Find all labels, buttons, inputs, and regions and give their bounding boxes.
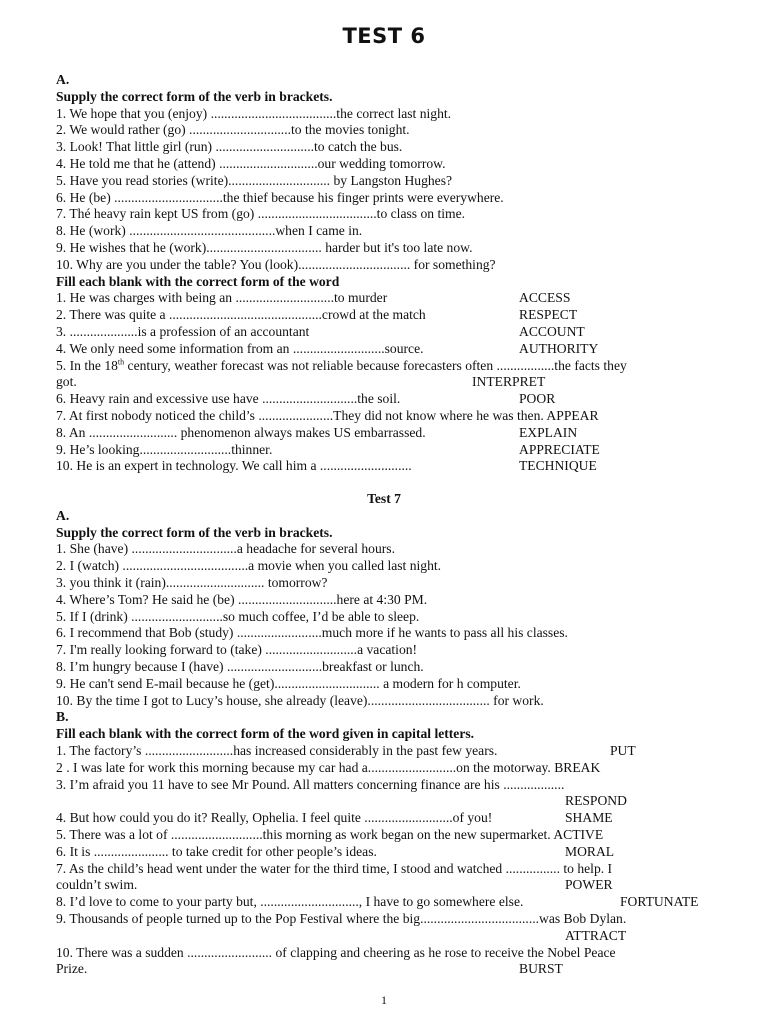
list-item bbox=[56, 425, 726, 442]
test7-section bbox=[56, 491, 726, 978]
list-item bbox=[56, 358, 726, 375]
item-text: Prize. bbox=[56, 961, 88, 977]
list-item: 9. Thousands of people turned up to the Pop Festival where the big...................................was Bob Dylan. bbox=[56, 910, 627, 926]
list-item bbox=[56, 391, 726, 408]
list-item-continued bbox=[56, 374, 726, 391]
test6-word-instruction: Fill each blank with the correct form of the word bbox=[56, 273, 340, 289]
list-item: 8. I’m hungry because I (have) ............................breakfast or lunch. bbox=[56, 658, 424, 674]
item-word: APPRECIATE bbox=[519, 441, 600, 457]
list-item: 8. He (work) ...........................................when I came in. bbox=[56, 223, 363, 239]
test7-section-b-heading: B. bbox=[56, 709, 69, 725]
list-item: 7. At first nobody noticed the child’s ......................They did not know where he was then. APPEAR bbox=[56, 407, 599, 423]
list-item bbox=[56, 810, 726, 827]
list-item: 10. Why are you under the table? You (look)................................. for something? bbox=[56, 256, 496, 272]
item-text: 8. An .......................... phenomenon always makes US embarrassed. bbox=[56, 424, 426, 440]
item-text: 1. He was charges with being an .............................to murder bbox=[56, 290, 388, 306]
item-word: INTERPRET bbox=[472, 374, 546, 390]
list-item bbox=[56, 290, 726, 307]
list-item: 7. Thé heavy rain kept US from (go) ...................................to class on time. bbox=[56, 206, 466, 222]
test7-section-b-instruction: Fill each blank with the correct form of the word given in capital letters. bbox=[56, 726, 475, 742]
item-word: RESPOND bbox=[565, 793, 627, 809]
list-item: 4. He told me that he (attend) .............................our wedding tomorrow. bbox=[56, 155, 446, 171]
item-word: POWER bbox=[565, 877, 613, 893]
item-word: POOR bbox=[519, 391, 556, 407]
page-number: 1 bbox=[381, 993, 387, 1007]
list-item: 10. By the time I got to Lucy’s house, she already (leave).................................... for work. bbox=[56, 692, 544, 708]
list-item bbox=[56, 894, 726, 911]
list-item: 3. I’m afraid you 11 have to see Mr Pound. All matters concerning finance are his .................. bbox=[56, 776, 565, 792]
item-text: 10. He is an expert in technology. We call him a ........................... bbox=[56, 458, 412, 474]
test6-section-a-heading: A. bbox=[56, 72, 70, 87]
test6-title: TEST 6 bbox=[342, 24, 426, 48]
list-item: 7. I'm really looking forward to (take) ...........................a vacation! bbox=[56, 642, 418, 658]
test7-title: Test 7 bbox=[367, 491, 401, 506]
list-item: 5. There was a lot of ...........................this morning as work began on the new supermarket. ACTIVE bbox=[56, 826, 604, 842]
test7-section-a-instruction: Supply the correct form of the verb in brackets. bbox=[56, 524, 333, 540]
list-item: 9. He wishes that he (work).................................. harder but it's too late now. bbox=[56, 239, 473, 255]
list-item: 3. you think it (rain)............................. tomorrow? bbox=[56, 574, 328, 590]
item-word: BURST bbox=[519, 961, 563, 977]
list-item: 7. As the child’s head went under the water for the third time, I stood and watched ................ to help. I bbox=[56, 860, 613, 876]
list-item: 9. He can't send E-mail because he (get)............................... a modern for h computer. bbox=[56, 675, 521, 691]
item-word: FORTUNATE bbox=[620, 894, 699, 910]
list-item bbox=[56, 844, 726, 861]
item-word: AUTHORITY bbox=[519, 340, 599, 356]
item-text: 4. We only need some information from an ...........................source. bbox=[56, 340, 424, 356]
item-text: 1. The factory’s ..........................has increased considerably in the past few years. bbox=[56, 742, 498, 758]
list-item: 2. I (watch) .....................................a movie when you called last night. bbox=[56, 558, 442, 574]
list-item bbox=[56, 458, 726, 475]
list-item: 5. Have you read stories (write).............................. by Langston Hughes? bbox=[56, 172, 453, 188]
test6-section bbox=[56, 72, 726, 475]
item-text: 3. ....................is a profession of an accountant bbox=[56, 323, 310, 339]
list-item bbox=[56, 442, 726, 459]
item-word: MORAL bbox=[565, 843, 615, 859]
item-word: EXPLAIN bbox=[519, 424, 578, 440]
list-item-continued bbox=[56, 928, 726, 945]
list-item: 6. I recommend that Bob (study) .........................much more if he wants to pass all his classes. bbox=[56, 625, 568, 641]
list-item: 2. We would rather (go) ..............................to the movies tonight. bbox=[56, 122, 410, 138]
item5-cont: got. bbox=[56, 374, 77, 390]
item-text: 6. Heavy rain and excessive use have ............................the soil. bbox=[56, 391, 401, 407]
list-item: 1. She (have) ...............................a headache for several hours. bbox=[56, 541, 395, 557]
list-item-continued bbox=[56, 961, 726, 978]
item-text: 9. He’s looking...........................thinner. bbox=[56, 441, 273, 457]
list-item bbox=[56, 324, 726, 341]
item-text: 4. But how could you do it? Really, Ophelia. I feel quite ..........................of you! bbox=[56, 810, 493, 826]
item-word: ACCESS bbox=[519, 290, 571, 306]
list-item-continued bbox=[56, 793, 726, 810]
list-item: 1. We hope that you (enjoy) .....................................the correct last night. bbox=[56, 105, 452, 121]
test6-section-a-instruction: Supply the correct form of the verb in brackets. bbox=[56, 88, 333, 104]
list-item bbox=[56, 307, 726, 324]
item5-sup: th bbox=[117, 357, 125, 367]
item-word: SHAME bbox=[565, 810, 613, 826]
list-item-continued bbox=[56, 877, 726, 894]
item5-pre: 5. In the 18 bbox=[56, 357, 118, 373]
list-item: 6. He (be) ................................the thief because his finger prints were everywhere. bbox=[56, 189, 504, 205]
item5-post: century, weather forecast was not reliable because forecasters often .................the facts they bbox=[124, 357, 627, 373]
list-item bbox=[56, 341, 726, 358]
list-item: 4. Where’s Tom? He said he (be) .............................here at 4:30 PM. bbox=[56, 591, 428, 607]
item-text: 2. There was quite a .............................................crowd at the match bbox=[56, 307, 426, 323]
item-text: 8. I’d love to come to your party but, ............................., I have to go somewhere else. bbox=[56, 894, 524, 910]
item-text: couldn’t swim. bbox=[56, 877, 138, 893]
list-item: 5. If I (drink) ...........................so much coffee, I’d be able to sleep. bbox=[56, 608, 420, 624]
item-word: TECHNIQUE bbox=[519, 458, 597, 474]
item-word: RESPECT bbox=[519, 307, 578, 323]
list-item bbox=[56, 743, 726, 760]
list-item: 10. There was a sudden ......................... of clapping and cheering as he rose to receive the Nobel Peace bbox=[56, 944, 616, 960]
list-item: 2 . I was late for work this morning because my car had a..........................on the motorway. BREAK bbox=[56, 759, 601, 775]
list-item: 3. Look! That little girl (run) .............................to catch the bus. bbox=[56, 139, 403, 155]
test7-section-a-heading: A. bbox=[56, 507, 70, 523]
item-word: PUT bbox=[610, 742, 636, 758]
item-word: ACCOUNT bbox=[519, 323, 585, 339]
item-word: ATTRACT bbox=[565, 927, 627, 943]
item-text: 6. It is ...................... to take credit for other people’s ideas. bbox=[56, 843, 377, 859]
